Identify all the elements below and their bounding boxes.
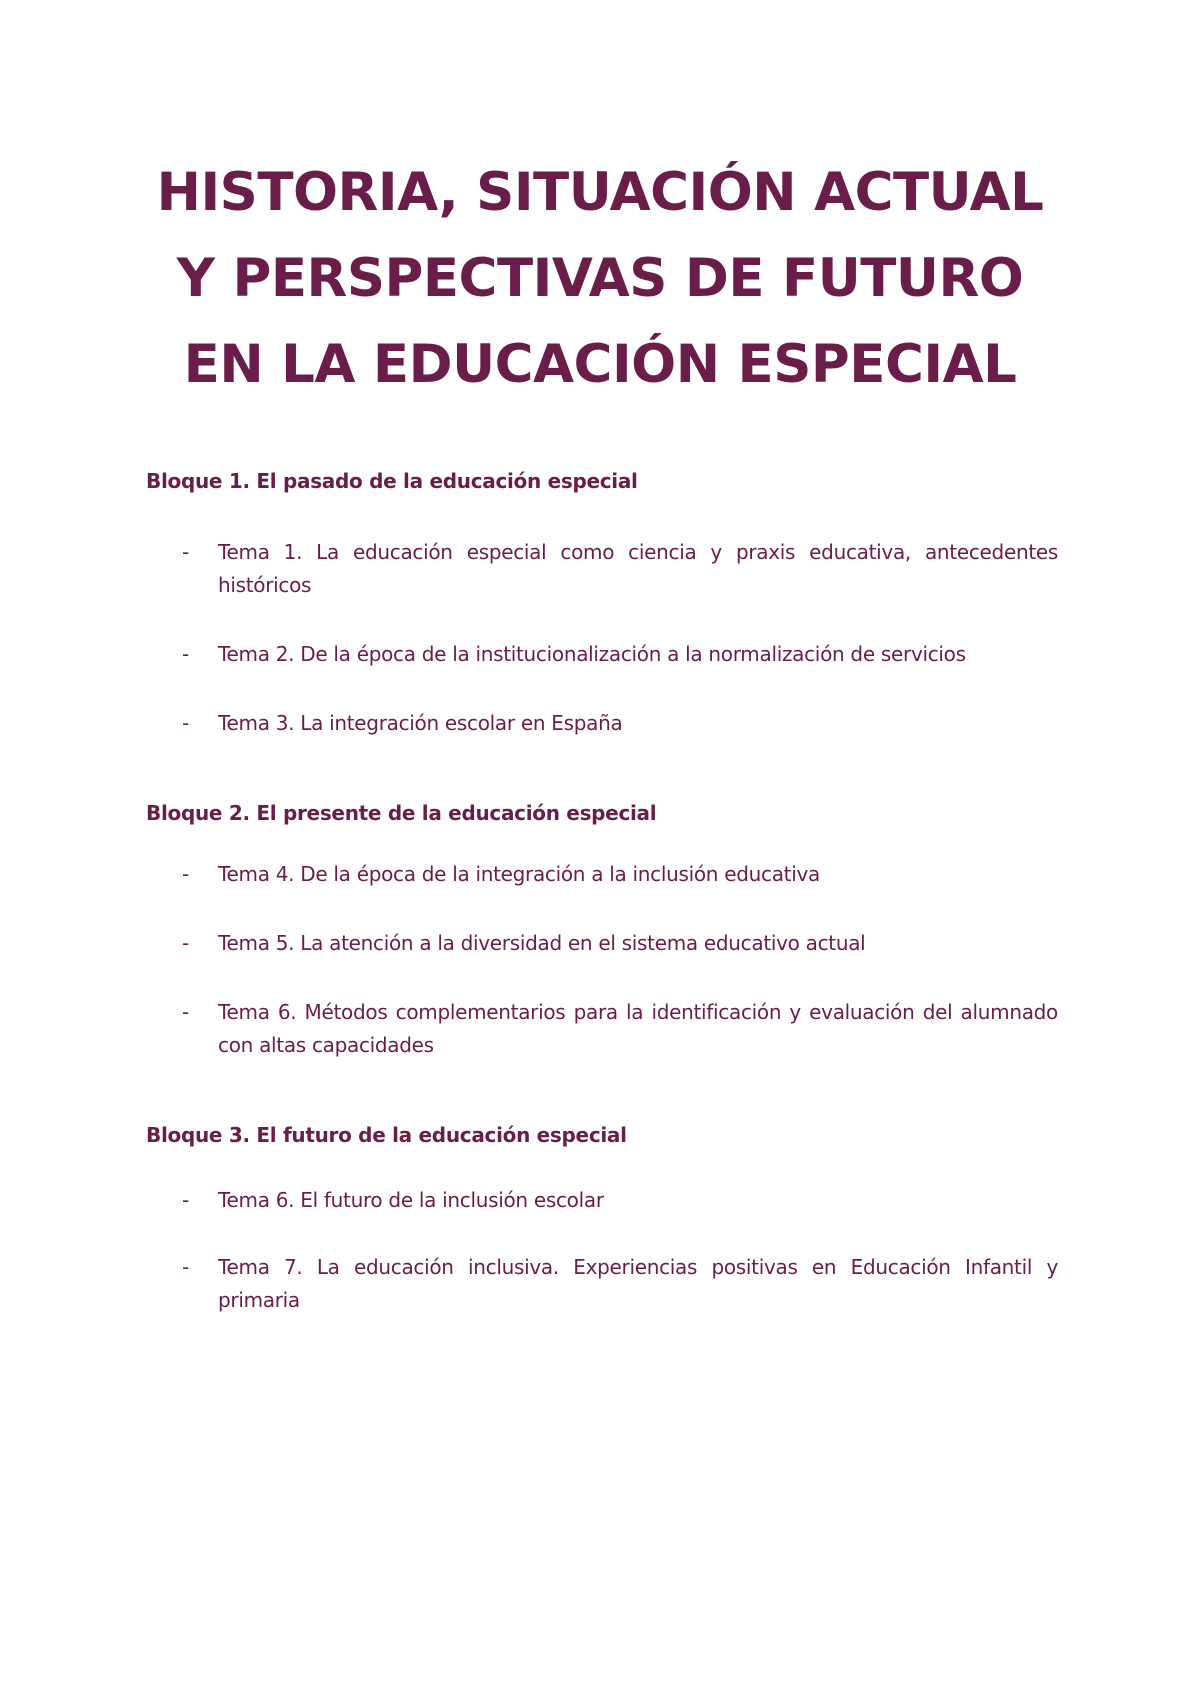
list-item [146, 1184, 1058, 1217]
list-item [146, 996, 1058, 1062]
bullet-dash: - [182, 1188, 189, 1212]
bullet-dash: - [182, 1255, 189, 1279]
list-item [146, 858, 1058, 891]
topic-list [146, 536, 1058, 740]
topic-text: Tema 4. De la época de la integración a la inclusión educativa [218, 862, 820, 886]
topic-text: Tema 1. La educación especial como ciencia y praxis educativa, antecedentes históricos [218, 540, 1058, 597]
topic-text: Tema 3. La integración escolar en España [218, 711, 623, 735]
list-item [146, 927, 1058, 960]
block-heading: Bloque 2. El presente de la educación especial [146, 801, 657, 825]
bullet-dash: - [182, 931, 189, 955]
topic-text: Tema 5. La atención a la diversidad en el sistema educativo actual [218, 931, 866, 955]
bullet-dash: - [182, 711, 189, 735]
bullet-dash: - [182, 540, 189, 564]
block-3 [146, 1120, 1058, 1317]
list-item [146, 536, 1058, 602]
block-2 [146, 798, 1058, 1062]
topic-text: Tema 2. De la época de la institucionalización a la normalización de servicios [218, 642, 966, 666]
block-heading: Bloque 3. El futuro de la educación especial [146, 1123, 627, 1147]
bullet-dash: - [182, 642, 189, 666]
topic-text: Tema 7. La educación inclusiva. Experiencias positivas en Educación Infantil y primaria [218, 1255, 1058, 1312]
bullet-dash: - [182, 1000, 189, 1024]
topic-text: Tema 6. Métodos complementarios para la identificación y evaluación del alumnado con altas capacidades [218, 1000, 1058, 1057]
list-item [146, 638, 1058, 671]
document-content [146, 466, 1058, 1317]
topic-text: Tema 6. El futuro de la inclusión escolar [218, 1188, 604, 1212]
topic-list [146, 858, 1058, 1062]
block-1 [146, 466, 1058, 740]
list-item [146, 1251, 1058, 1317]
document-title: HISTORIA, SITUACIÓN ACTUAL Y PERSPECTIVAS DE FUTURO EN LA EDUCACIÓN ESPECIAL [156, 162, 1044, 395]
block-heading: Bloque 1. El pasado de la educación especial [146, 469, 638, 493]
topic-list [146, 1184, 1058, 1317]
bullet-dash: - [182, 862, 189, 886]
list-item [146, 707, 1058, 740]
